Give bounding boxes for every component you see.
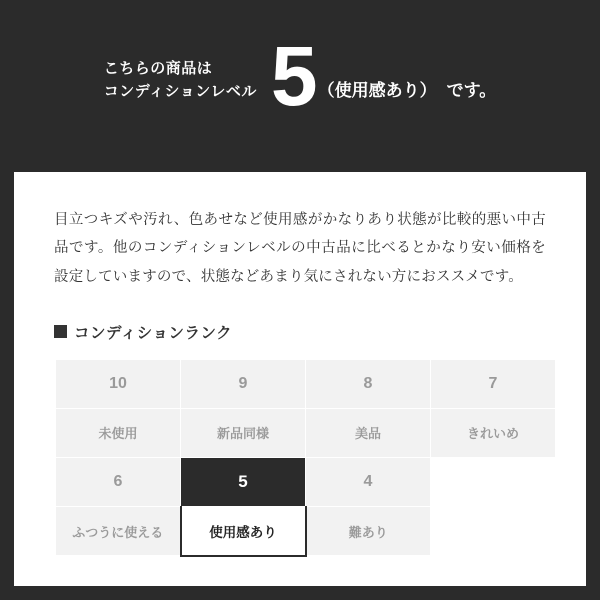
condition-description: 目立つキズや汚れ、色あせなど使用感がかなりあり状態が比較的悪い中古品です。他のコンディションレベルの中古品に比べるとかなり安い価格を設定していますので、状態などあまり気にされない方におススメです。: [54, 212, 546, 285]
rank-number-5-selected: 5: [181, 457, 306, 506]
rank-label-5-selected: 使用感あり: [181, 506, 306, 556]
rank-number-8: 8: [306, 359, 431, 408]
rank-label-8: 美品: [306, 408, 431, 457]
rank-label-9: 新品同様: [181, 408, 306, 457]
section-heading-label: コンディションランク: [74, 324, 233, 342]
rank-number-4: 4: [306, 457, 431, 506]
rank-label-7: きれいめ: [431, 408, 556, 457]
header-suffix-text: です。: [446, 80, 497, 100]
rank-number-10: 10: [56, 359, 181, 408]
rank-label-6: ふつうに使える: [56, 506, 181, 556]
header-level-note: （使用感あり）: [317, 80, 437, 100]
header-content: [28, 29, 572, 124]
section-heading: [54, 321, 546, 343]
table-row: [56, 359, 556, 408]
header-band: [0, 0, 600, 160]
header-lead-text: こちらの商品は コンディションレベル: [103, 59, 257, 100]
table-row: [56, 408, 556, 457]
square-bullet-icon: [54, 325, 67, 338]
rank-cell-empty: [431, 506, 556, 556]
rank-label-4: 難あり: [306, 506, 431, 556]
table-row: [56, 457, 556, 506]
body-card: [14, 172, 586, 586]
rank-label-10: 未使用: [56, 408, 181, 457]
rank-number-6: 6: [56, 457, 181, 506]
rank-number-9: 9: [181, 359, 306, 408]
header-level-number: 5: [270, 29, 316, 124]
rank-number-7: 7: [431, 359, 556, 408]
table-row: [56, 506, 556, 556]
rank-cell-empty: [431, 457, 556, 506]
condition-rank-table: [55, 359, 556, 557]
